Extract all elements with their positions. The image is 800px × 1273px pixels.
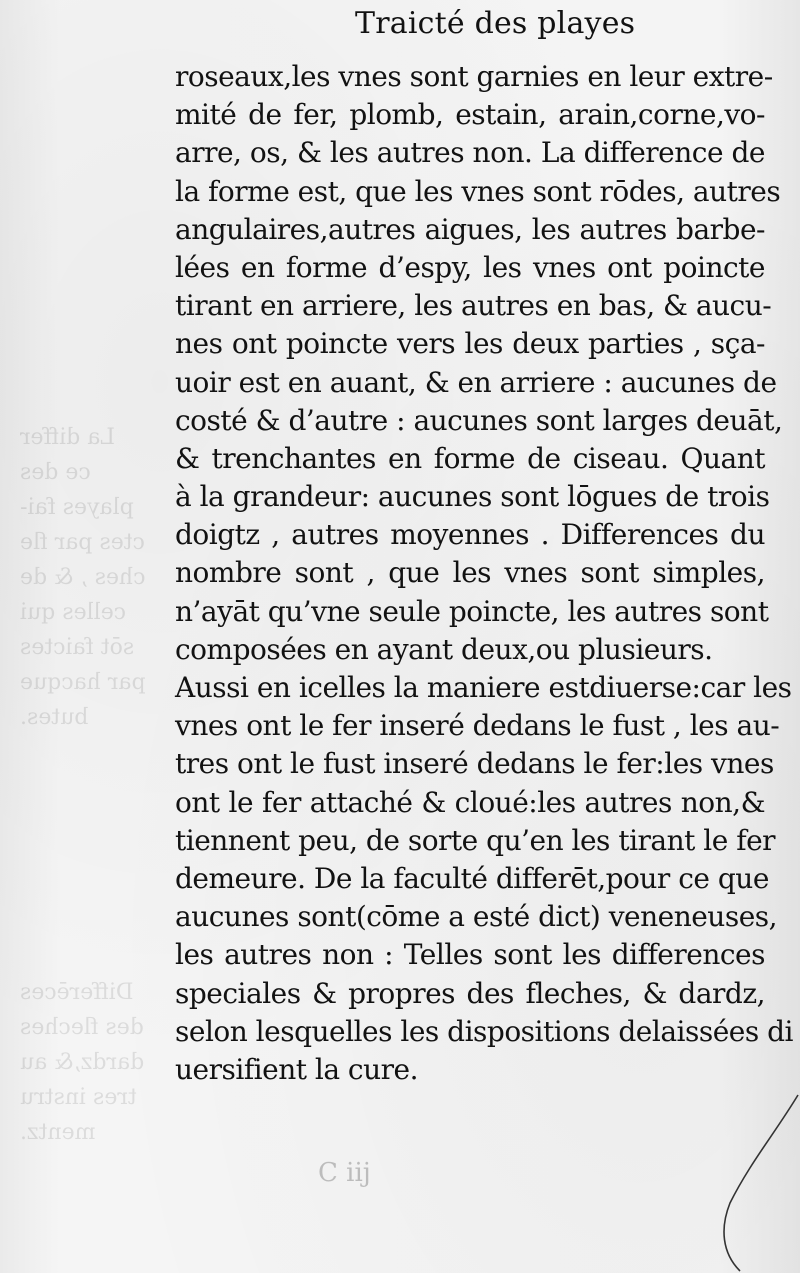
text-line: doigtz , autres moyennes . Differences du (175, 518, 765, 552)
page-edge-curl (680, 1093, 800, 1273)
bleed-through-marginalia: La differ ce des playes fai- ctes par fle ches , & de celles qui sōt faictes par hacque butes. (20, 425, 146, 730)
text-line: & trenchantes en forme de ciseau. Quant (175, 441, 765, 475)
body-text (175, 58, 793, 1089)
text-line: uoir est en auant, & en arriere : aucunes de (175, 365, 777, 399)
text-line: nombre sont , que les vnes sont simples, (175, 556, 765, 590)
text-line: mité de fer, plomb, estain, arain,corne,vo- (175, 98, 765, 132)
text-line: ont le fer attaché & cloué:les autres non,& (175, 785, 765, 819)
text-line: Aussi en icelles la maniere estdiuerse:car les (175, 671, 792, 704)
text-line: selon lesquelles les dispositions delaissées di (175, 1014, 793, 1048)
text-line: composées en ayant deux,ou plusieurs. (175, 632, 713, 666)
text-line: les autres non : Telles sont les differences (175, 938, 765, 972)
text-line: lées en forme d’espy, les vnes ont poincte (175, 250, 765, 284)
text-line: la forme est, que les vnes sont rōdes, autres (175, 174, 781, 208)
text-line: uersifient la cure. (175, 1052, 419, 1086)
text-line: à la grandeur: aucunes sont lōgues de trois (175, 480, 770, 514)
text-line: roseaux,les vnes sont garnies en leur extre- (175, 60, 773, 93)
text-line: n’ayāt qu’vne seule poincte, les autres sont (175, 594, 769, 628)
bleed-through-marginalia-lower: Differēces des fleches dardz,& au tres instru mentz. (20, 980, 145, 1145)
text-line: tiennent peu, de sorte qu’en les tirant le fer (175, 823, 776, 857)
text-line: angulaires,autres aigues, les autres barbe- (175, 212, 765, 246)
text-line: tirant en arriere, les autres en bas, & aucu- (175, 289, 772, 323)
text-line: nes ont poincte vers les deux parties , sça- (175, 327, 765, 361)
text-line: arre, os, & les autres non. La difference de (175, 136, 765, 170)
text-line: costé & d’autre : aucunes sont larges deuāt, (175, 403, 783, 437)
text-line: speciales & propres des fleches, & dardz, (175, 976, 765, 1010)
text-line: tres ont le fust inseré dedans le fer:les vnes (175, 747, 774, 781)
text-line: aucunes sont(cōme a esté dict) veneneuses, (175, 900, 778, 934)
page-edge-line (724, 1095, 798, 1271)
text-line: demeure. De la faculté differēt,pour ce que (175, 861, 769, 895)
text-line: vnes ont le fer inseré dedans le fust , les au- (175, 709, 780, 743)
bleed-through-text: C iij (318, 1158, 371, 1188)
running-head: Traicté des playes (355, 6, 636, 41)
